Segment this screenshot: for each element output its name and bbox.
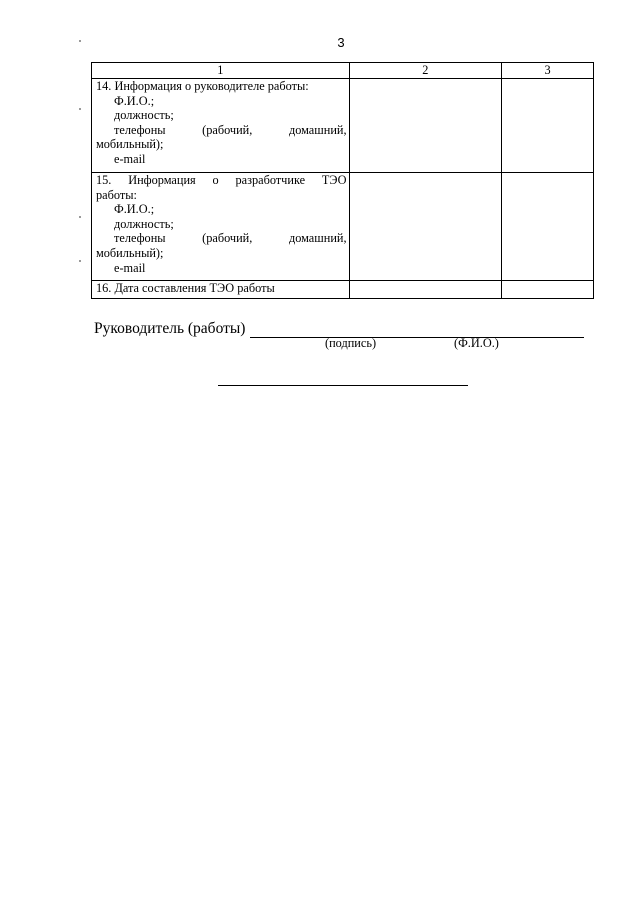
column-header-3: 3 [502, 63, 594, 79]
row-16-cell-2 [349, 281, 502, 299]
end-of-document-rule [218, 385, 468, 386]
row-15-title-line2: работы: [96, 187, 137, 202]
table-row-16 [92, 281, 594, 299]
row-16-description [92, 281, 350, 299]
row-15-description [92, 173, 350, 281]
row-14-phones-line2: мобильный); [96, 137, 164, 152]
signature-label: Руководитель (работы) [94, 320, 246, 337]
row-14-cell-2 [349, 79, 502, 173]
row-14-description [92, 79, 350, 173]
row-15-cell-2 [349, 173, 502, 281]
row-14-fio: Ф.И.О.; [114, 93, 155, 108]
row-15-position: должность; [114, 216, 174, 231]
row-15-title-line1: 15. Информация о разработчике ТЭО [96, 173, 347, 187]
row-15-phones-line1: телефоны (рабочий, домашний, [114, 231, 347, 246]
column-header-1: 1 [92, 63, 350, 79]
column-header-2: 2 [349, 63, 502, 79]
row-16-cell-3 [502, 281, 594, 299]
row-15-cell-3 [502, 173, 594, 281]
row-14-cell-3 [502, 79, 594, 173]
row-16-title: 16. Дата составления ТЭО работы [96, 281, 275, 295]
row-14-email: e-mail [114, 151, 146, 166]
row-15-fio: Ф.И.О.; [114, 202, 155, 217]
row-15-phones-line2: мобильный); [96, 245, 164, 260]
row-14-phones-line1: телефоны (рабочий, домашний, [114, 122, 347, 137]
signature-line [250, 323, 584, 338]
form-table [91, 62, 594, 299]
scan-edge-mark [79, 260, 81, 262]
signature-caption: (подпись) [325, 336, 377, 350]
scan-edge-mark [79, 216, 81, 218]
name-caption: (Ф.И.О.) [454, 336, 499, 350]
scan-edge-mark [79, 108, 81, 110]
row-15-email: e-mail [114, 260, 146, 275]
table-row-15 [92, 173, 594, 281]
scan-edge-mark [79, 40, 81, 42]
table-row-14 [92, 79, 594, 173]
page-number: 3 [337, 35, 345, 50]
table-header-row [92, 63, 594, 79]
row-14-title: 14. Информация о руководителе работы: [96, 79, 309, 93]
row-14-position: должность; [114, 108, 174, 123]
